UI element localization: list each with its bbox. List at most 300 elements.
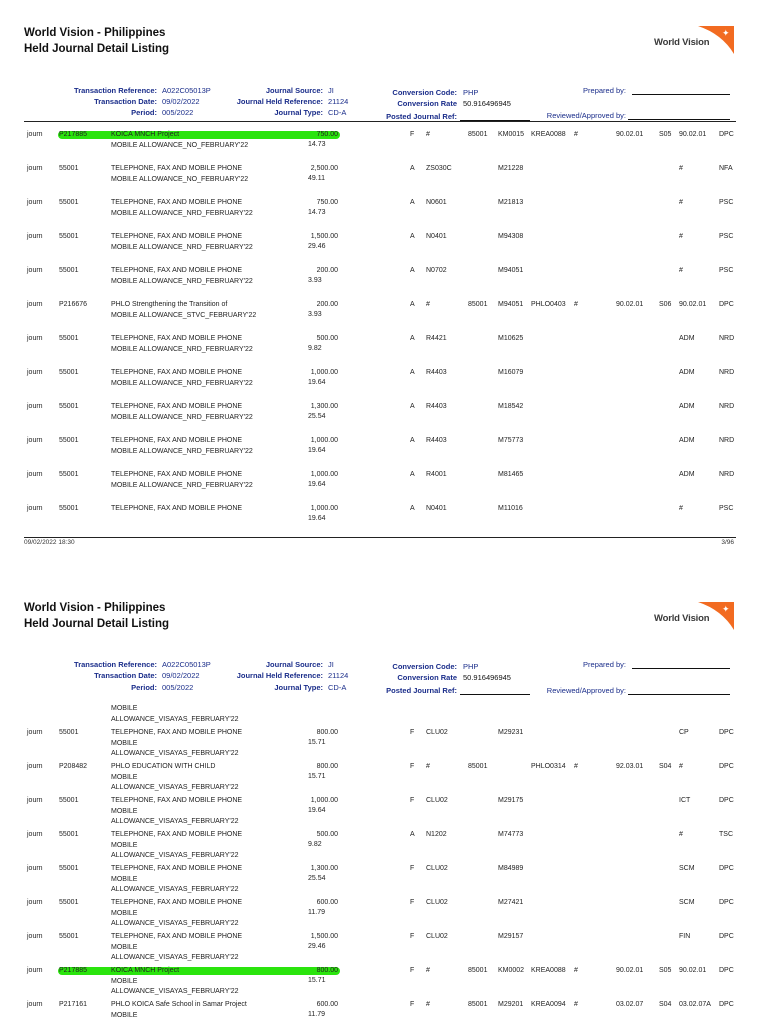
- account-code: 55001: [59, 505, 79, 512]
- posted-journal-ref-label: Posted Journal Ref:: [386, 112, 457, 121]
- analysis-code-8: #: [679, 233, 683, 240]
- row-type: journ: [27, 933, 43, 940]
- period-value: 005/2022: [162, 683, 194, 692]
- report-subtitle: Held Journal Detail Listing: [24, 618, 170, 630]
- journal-row: [0, 334, 768, 368]
- analysis-code-7: S04: [659, 1001, 672, 1008]
- amount: 1,000.00: [310, 437, 338, 444]
- account-code: P217885: [59, 131, 88, 138]
- journal-row: [0, 368, 768, 402]
- description-detail: MOBILE ALLOWANCE_NRD_FEBRUARY'22: [111, 345, 253, 353]
- journal-row: [0, 300, 768, 334]
- amount: 750.00: [316, 131, 338, 138]
- conversion-rate-label: Conversion Rate: [397, 673, 457, 682]
- amount: 1,000.00: [310, 505, 338, 512]
- base-amount: 15.71: [308, 977, 326, 984]
- analysis-code-8: #: [679, 763, 683, 770]
- report-title: World Vision - Philippines: [24, 602, 166, 614]
- transaction-date-value: 09/02/2022: [162, 671, 200, 680]
- prepared-by-line: [632, 668, 730, 669]
- base-amount: 9.82: [308, 345, 322, 352]
- analysis-code-4: KREA0094: [531, 1001, 566, 1008]
- prepared-by-label: Prepared by:: [583, 660, 626, 669]
- analysis-code-8: SCM: [679, 899, 695, 906]
- flag: F: [410, 967, 415, 974]
- amount: 1,500.00: [310, 933, 338, 940]
- description-title: TELEPHONE, FAX AND MOBILE PHONE: [111, 369, 243, 376]
- header-rule: [24, 121, 736, 122]
- analysis-code-8: 90.02.01: [679, 967, 707, 974]
- analysis-code-9: TSC: [719, 831, 733, 838]
- analysis-code-3: M27421: [498, 899, 524, 906]
- line-description: [111, 898, 266, 930]
- journal-row: [0, 266, 768, 300]
- account-code: 55001: [59, 267, 79, 274]
- analysis-code-3: M29157: [498, 933, 524, 940]
- flag: A: [410, 369, 415, 376]
- conversion-rate-value: 50.916496945: [463, 673, 511, 682]
- analysis-code-8: 03.02.07A: [679, 1001, 711, 1008]
- analysis-code-5: #: [574, 763, 578, 770]
- flag: F: [410, 1001, 415, 1008]
- analysis-code-2: 85001: [468, 967, 488, 974]
- period-value: 005/2022: [162, 108, 194, 117]
- analysis-code-3: M81465: [498, 471, 524, 478]
- row-type: journ: [27, 437, 43, 444]
- reviewed-line: [628, 119, 730, 120]
- conversion-code-label: Conversion Code:: [392, 662, 457, 671]
- row-type: journ: [27, 763, 43, 770]
- base-amount: 15.71: [308, 773, 326, 780]
- description-title: TELEPHONE, FAX AND MOBILE PHONE: [111, 437, 243, 444]
- amount: 800.00: [316, 763, 338, 770]
- base-amount: 25.54: [308, 875, 326, 882]
- description-detail: MOBILE ALLOWANCE_VISAYAS_FEBRUARY'22: [111, 739, 239, 757]
- prepared-by-line: [632, 94, 730, 95]
- line-description: [111, 334, 266, 355]
- analysis-code-9: DPC: [719, 899, 734, 906]
- page-number: 3/96: [721, 539, 734, 546]
- description-title: TELEPHONE, FAX AND MOBILE PHONE: [111, 403, 243, 410]
- analysis-code-9: DPC: [719, 301, 734, 308]
- amount: 600.00: [316, 1001, 338, 1008]
- analysis-code-9: PSC: [719, 505, 734, 512]
- line-description: [111, 368, 266, 389]
- transaction-date-value: 09/02/2022: [162, 97, 200, 106]
- description-title: PHLO Strengthening the Transition of: [111, 301, 228, 308]
- analysis-code-8: ADM: [679, 335, 695, 342]
- account-code: 55001: [59, 729, 79, 736]
- account-code: 55001: [59, 199, 79, 206]
- line-description: [111, 300, 266, 321]
- analysis-code-3: M74773: [498, 831, 524, 838]
- logo-text: World Vision: [654, 613, 710, 624]
- journal-row: [0, 898, 768, 932]
- description-detail: MOBILE ALLOWANCE_NRD_FEBRUARY'22: [111, 277, 253, 285]
- account-code: 55001: [59, 899, 79, 906]
- flag: A: [410, 233, 415, 240]
- logo-text: World Vision: [654, 37, 710, 48]
- description-detail: MOBILE ALLOWANCE_NRD_FEBRUARY'22: [111, 209, 253, 217]
- journal-row: [0, 232, 768, 266]
- journal-type-value: CD-A: [328, 683, 347, 692]
- conversion-rate-label: Conversion Rate: [397, 99, 457, 108]
- base-amount: 11.79: [308, 1011, 325, 1018]
- row-type: journ: [27, 831, 43, 838]
- reviewed-label: Reviewed/Approved by:: [546, 686, 626, 695]
- transaction-reference-label: Transaction Reference:: [74, 660, 157, 669]
- description-detail: MOBILE ALLOWANCE_VISAYAS_FEBRUARY'22: [111, 875, 239, 893]
- description-title: TELEPHONE, FAX AND MOBILE PHONE: [111, 471, 243, 478]
- analysis-code-1: #: [426, 131, 430, 138]
- analysis-code-9: DPC: [719, 967, 734, 974]
- analysis-code-1: R4403: [426, 403, 447, 410]
- transaction-reference-value: A022C05013P: [162, 86, 211, 95]
- flag: A: [410, 471, 415, 478]
- period-label: Period:: [131, 108, 157, 117]
- description-detail: MOBILE ALLOWANCE_VISAYAS_FEBRUARY'22: [111, 807, 239, 825]
- journal-row: [0, 864, 768, 898]
- analysis-code-9: NFA: [719, 165, 733, 172]
- print-timestamp: 09/02/2022 18:30: [24, 539, 75, 546]
- conversion-code-value: PHP: [463, 662, 479, 671]
- base-amount: 14.73: [308, 141, 326, 148]
- amount: 800.00: [316, 967, 338, 974]
- description-title: KOICA MNCH Project: [111, 131, 180, 138]
- description-title: TELEPHONE, FAX AND MOBILE PHONE: [111, 199, 243, 206]
- analysis-code-3: M94051: [498, 267, 524, 274]
- base-amount: 19.64: [308, 447, 326, 454]
- base-amount: 19.64: [308, 481, 326, 488]
- flag: A: [410, 267, 415, 274]
- analysis-code-9: PSC: [719, 267, 734, 274]
- continued-description: MOBILE ALLOWANCE_VISAYAS_FEBRUARY'22: [111, 705, 239, 723]
- svg-text:✦: ✦: [722, 605, 730, 615]
- description-title: TELEPHONE, FAX AND MOBILE PHONE: [111, 865, 243, 872]
- analysis-code-2: 85001: [468, 301, 488, 308]
- analysis-code-1: #: [426, 1001, 430, 1008]
- journal-type-value: CD-A: [328, 108, 347, 117]
- row-type: journ: [27, 403, 43, 410]
- base-amount: 19.64: [308, 807, 326, 814]
- description-detail: MOBILE ALLOWANCE_VISAYAS_FEBRUARY'22: [111, 943, 239, 961]
- description-detail: MOBILE ALLOWANCE_STVC_FEBRUARY'22: [111, 311, 257, 319]
- journal-source-label: Journal Source:: [265, 86, 323, 95]
- base-amount: 11.79: [308, 909, 325, 916]
- amount: 1,000.00: [310, 797, 338, 804]
- account-code: P208482: [59, 763, 88, 770]
- amount: 1,300.00: [310, 865, 338, 872]
- journal-row: [0, 504, 768, 538]
- analysis-code-3: M29201: [498, 1001, 524, 1008]
- account-code: 55001: [59, 335, 79, 342]
- line-description: [111, 198, 266, 219]
- row-type: journ: [27, 1001, 43, 1008]
- base-amount: 49.11: [308, 175, 325, 182]
- analysis-code-5: #: [574, 131, 578, 138]
- analysis-code-8: #: [679, 505, 683, 512]
- journal-held-reference-value: 21124: [328, 671, 349, 680]
- base-amount: 3.93: [308, 311, 322, 318]
- journal-row: [0, 762, 768, 796]
- description-title: TELEPHONE, FAX AND MOBILE PHONE: [111, 933, 243, 940]
- row-type: journ: [27, 899, 43, 906]
- description-title: TELEPHONE, FAX AND MOBILE PHONE: [111, 267, 243, 274]
- description-title: TELEPHONE, FAX AND MOBILE PHONE: [111, 505, 243, 512]
- analysis-code-8: FIN: [679, 933, 691, 940]
- flag: A: [410, 199, 415, 206]
- base-amount: 29.46: [308, 243, 326, 250]
- analysis-code-1: N0401: [426, 505, 447, 512]
- account-code: P216676: [59, 301, 88, 308]
- analysis-code-9: DPC: [719, 865, 734, 872]
- account-code: 55001: [59, 369, 79, 376]
- analysis-code-7: S04: [659, 763, 672, 770]
- analysis-code-3: M11016: [498, 505, 523, 512]
- analysis-code-3: M94051: [498, 301, 524, 308]
- analysis-code-1: R4001: [426, 471, 447, 478]
- flag: A: [410, 403, 415, 410]
- description-title: KOICA MNCH Project: [111, 967, 180, 974]
- analysis-code-8: #: [679, 165, 683, 172]
- description-detail: MOBILE ALLOWANCE_VISAYAS_FEBRUARY'22: [111, 909, 239, 927]
- amount: 1,000.00: [310, 369, 338, 376]
- journal-held-reference-label: Journal Held Reference:: [236, 97, 323, 106]
- row-type: journ: [27, 165, 43, 172]
- analysis-code-3: M84989: [498, 865, 524, 872]
- row-type: journ: [27, 301, 43, 308]
- analysis-code-3: M75773: [498, 437, 524, 444]
- line-description: [111, 470, 266, 491]
- analysis-code-1: #: [426, 967, 430, 974]
- flag: A: [410, 335, 415, 342]
- journal-row: [0, 1000, 768, 1034]
- analysis-code-9: NRD: [719, 335, 735, 342]
- analysis-code-2: 85001: [468, 763, 488, 770]
- row-type: journ: [27, 471, 43, 478]
- amount: 1,500.00: [310, 233, 338, 240]
- transaction-reference-label: Transaction Reference:: [74, 86, 157, 95]
- journal-source-value: JI: [328, 86, 334, 95]
- analysis-code-4: KREA0088: [531, 131, 566, 138]
- analysis-code-8: #: [679, 831, 683, 838]
- analysis-code-4: PHLO0403: [531, 301, 566, 308]
- row-type: journ: [27, 729, 43, 736]
- report-page-2: [0, 576, 768, 1024]
- description-title: PHLO EDUCATION WITH CHILD: [111, 763, 216, 770]
- account-code: 55001: [59, 471, 79, 478]
- description-detail: MOBILE: [111, 1011, 138, 1019]
- base-amount: 15.71: [308, 739, 326, 746]
- account-code: 55001: [59, 831, 79, 838]
- line-description: [111, 130, 266, 151]
- flag: F: [410, 933, 415, 940]
- row-type: journ: [27, 505, 43, 512]
- journal-row: [0, 470, 768, 504]
- analysis-code-8: CP: [679, 729, 689, 736]
- base-amount: 9.82: [308, 841, 322, 848]
- row-type: journ: [27, 967, 43, 974]
- analysis-code-8: ICT: [679, 797, 691, 804]
- report-subtitle: Held Journal Detail Listing: [24, 43, 170, 55]
- analysis-code-1: #: [426, 763, 430, 770]
- analysis-code-1: R4421: [426, 335, 447, 342]
- description-detail: MOBILE ALLOWANCE_NRD_FEBRUARY'22: [111, 379, 253, 387]
- analysis-code-1: #: [426, 301, 430, 308]
- analysis-code-1: R4403: [426, 369, 447, 376]
- account-code: 55001: [59, 403, 79, 410]
- analysis-code-8: 90.02.01: [679, 301, 707, 308]
- description-detail: MOBILE ALLOWANCE_NRD_FEBRUARY'22: [111, 413, 253, 421]
- description-title: TELEPHONE, FAX AND MOBILE PHONE: [111, 729, 243, 736]
- analysis-code-6: 92.03.01: [616, 763, 644, 770]
- journal-row: [0, 164, 768, 198]
- amount: 750.00: [316, 199, 338, 206]
- account-code: 55001: [59, 233, 79, 240]
- analysis-code-1: N0401: [426, 233, 447, 240]
- amount: 200.00: [316, 301, 338, 308]
- account-code: 55001: [59, 865, 79, 872]
- analysis-code-9: NRD: [719, 403, 735, 410]
- analysis-code-6: 90.02.01: [616, 301, 644, 308]
- transaction-reference-value: A022C05013P: [162, 660, 211, 669]
- flag: F: [410, 797, 415, 804]
- world-vision-logo: [652, 24, 734, 66]
- period-label: Period:: [131, 683, 157, 692]
- description-title: TELEPHONE, FAX AND MOBILE PHONE: [111, 831, 243, 838]
- description-title: TELEPHONE, FAX AND MOBILE PHONE: [111, 797, 243, 804]
- line-description: [111, 762, 266, 794]
- base-amount: 3.93: [308, 277, 322, 284]
- journal-row: [0, 796, 768, 830]
- flag: A: [410, 165, 415, 172]
- description-title: TELEPHONE, FAX AND MOBILE PHONE: [111, 335, 243, 342]
- analysis-code-1: ZS030C: [426, 165, 452, 172]
- analysis-code-4: KREA0088: [531, 967, 566, 974]
- flag: A: [410, 831, 415, 838]
- analysis-code-3: M21228: [498, 165, 524, 172]
- footer-rule: [24, 537, 736, 538]
- analysis-code-9: DPC: [719, 131, 734, 138]
- analysis-code-8: ADM: [679, 437, 695, 444]
- flag: F: [410, 729, 415, 736]
- row-type: journ: [27, 233, 43, 240]
- analysis-code-8: ADM: [679, 471, 695, 478]
- analysis-code-3: M29231: [498, 729, 524, 736]
- analysis-code-3: M94308: [498, 233, 524, 240]
- report-title: World Vision - Philippines: [24, 27, 166, 39]
- analysis-code-9: DPC: [719, 797, 734, 804]
- row-type: journ: [27, 335, 43, 342]
- line-description: [111, 232, 266, 253]
- posted-journal-ref-label: Posted Journal Ref:: [386, 686, 457, 695]
- analysis-code-5: #: [574, 301, 578, 308]
- base-amount: 19.64: [308, 515, 326, 522]
- flag: A: [410, 301, 415, 308]
- journal-source-label: Journal Source:: [265, 660, 323, 669]
- analysis-code-1: CLU02: [426, 899, 448, 906]
- journal-row: [0, 436, 768, 470]
- line-description: [111, 402, 266, 423]
- analysis-code-3: KM0015: [498, 131, 525, 138]
- base-amount: 19.64: [308, 379, 326, 386]
- amount: 200.00: [316, 267, 338, 274]
- analysis-code-9: NRD: [719, 437, 735, 444]
- analysis-code-6: 90.02.01: [616, 967, 644, 974]
- analysis-code-8: SCM: [679, 865, 695, 872]
- amount: 800.00: [316, 729, 338, 736]
- analysis-code-3: M29175: [498, 797, 524, 804]
- analysis-code-3: M16079: [498, 369, 524, 376]
- description-detail: MOBILE ALLOWANCE_NRD_FEBRUARY'22: [111, 447, 253, 455]
- analysis-code-2: 85001: [468, 131, 488, 138]
- flag: F: [410, 865, 415, 872]
- transaction-date-label: Transaction Date:: [94, 97, 157, 106]
- flag: F: [410, 131, 415, 138]
- flag: F: [410, 899, 415, 906]
- journal-row: [0, 198, 768, 232]
- row-type: journ: [27, 369, 43, 376]
- description-title: PHLO KOICA Safe School in Samar Project: [111, 1001, 247, 1008]
- journal-row: [0, 130, 768, 164]
- analysis-code-7: S05: [659, 131, 672, 138]
- analysis-code-1: CLU02: [426, 797, 448, 804]
- journal-held-reference-label: Journal Held Reference:: [236, 671, 323, 680]
- amount: 500.00: [316, 335, 338, 342]
- prepared-by-label: Prepared by:: [583, 86, 626, 95]
- analysis-code-3: M18542: [498, 403, 524, 410]
- account-code: 55001: [59, 437, 79, 444]
- journal-row: [0, 932, 768, 966]
- base-amount: 29.46: [308, 943, 326, 950]
- analysis-code-1: N0702: [426, 267, 447, 274]
- analysis-code-8: #: [679, 267, 683, 274]
- line-description: [111, 728, 266, 760]
- base-amount: 14.73: [308, 209, 326, 216]
- row-type: journ: [27, 797, 43, 804]
- row-type: journ: [27, 131, 43, 138]
- analysis-code-9: DPC: [719, 763, 734, 770]
- line-description: [111, 830, 266, 862]
- description-detail: MOBILE ALLOWANCE_NRD_FEBRUARY'22: [111, 243, 253, 251]
- line-description: [111, 1000, 266, 1021]
- amount: 1,300.00: [310, 403, 338, 410]
- description-detail: MOBILE ALLOWANCE_VISAYAS_FEBRUARY'22: [111, 773, 239, 791]
- analysis-code-9: PSC: [719, 199, 734, 206]
- row-type: journ: [27, 865, 43, 872]
- reviewed-line: [628, 694, 730, 695]
- line-description: [111, 932, 266, 964]
- analysis-code-1: R4403: [426, 437, 447, 444]
- analysis-code-9: NRD: [719, 369, 735, 376]
- journal-row: [0, 966, 768, 1000]
- amount: 600.00: [316, 899, 338, 906]
- analysis-code-8: ADM: [679, 369, 695, 376]
- analysis-code-1: N1202: [426, 831, 447, 838]
- analysis-code-2: 85001: [468, 1001, 488, 1008]
- analysis-code-4: PHLO0314: [531, 763, 566, 770]
- amount: 1,000.00: [310, 471, 338, 478]
- flag: F: [410, 763, 415, 770]
- base-amount: 25.54: [308, 413, 326, 420]
- account-code: 55001: [59, 933, 79, 940]
- analysis-code-3: KM0002: [498, 967, 525, 974]
- journal-row: [0, 728, 768, 762]
- analysis-code-5: #: [574, 1001, 578, 1008]
- account-code: P217161: [59, 1001, 88, 1008]
- reviewed-label: Reviewed/Approved by:: [546, 111, 626, 120]
- line-description: [111, 266, 266, 287]
